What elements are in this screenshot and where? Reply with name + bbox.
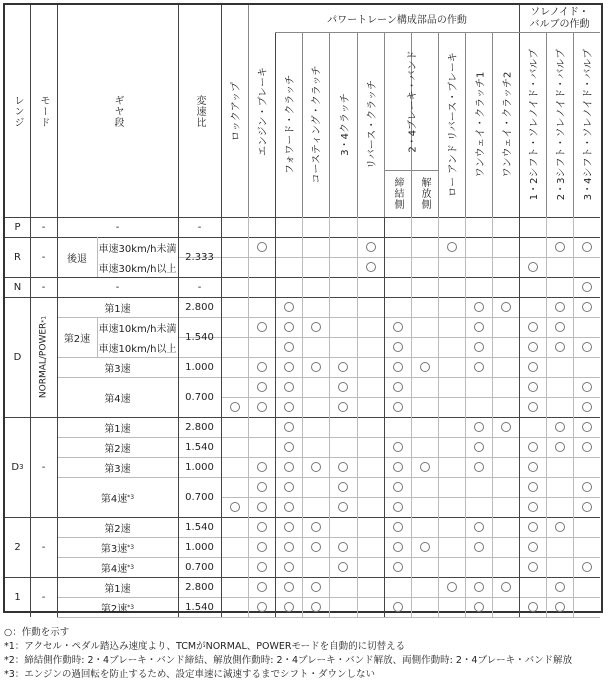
ratio-dd3-text: 1.000 (185, 461, 214, 473)
header-gear (57, 5, 178, 217)
operation-circle-icon (311, 462, 321, 472)
ratio-s3-text: 1.000 (185, 541, 214, 553)
header-col-10-text: ワンウェイ・クラッチ2 (502, 71, 514, 178)
range-label-0 (5, 217, 30, 237)
gear-d2-sub1 (97, 317, 178, 337)
operation-circle-icon (555, 442, 565, 452)
operation-circle-icon (555, 342, 565, 352)
ratio-d4 (178, 377, 221, 417)
range-label-text: 2 (14, 541, 21, 553)
header-col-1-text: エンジン・ブレーキ (258, 66, 270, 156)
footnote-3: *3：エンジンの過回転を防止するため、設定車速に減速するまでシフト・ダウンしない (4, 669, 375, 680)
operation-circle-icon (555, 582, 565, 592)
operation-circle-icon (501, 582, 511, 592)
operation-circle-icon (555, 602, 565, 612)
ratio-dd2 (178, 437, 221, 457)
ratio-dd1-text: 2.800 (185, 421, 214, 433)
operation-circle-icon (284, 322, 294, 332)
gear-sup: *3 (127, 603, 135, 611)
gear-dd2 (57, 437, 178, 457)
ratio-s2-text: 1.540 (185, 521, 214, 533)
gear-n (57, 277, 178, 297)
ratio-p (178, 217, 221, 237)
operation-circle-icon (528, 502, 538, 512)
operation-circle-icon (582, 502, 592, 512)
ratio-d1-text: 2.800 (185, 301, 214, 313)
operation-circle-icon (474, 362, 484, 372)
gear-r-sub1 (97, 237, 178, 257)
operation-circle-icon (474, 322, 484, 332)
operation-circle-icon (284, 482, 294, 492)
operation-circle-icon (474, 302, 484, 312)
gear-s2 (57, 517, 178, 537)
gear-s3 (57, 537, 178, 557)
gear-d3-text: 第3速 (104, 363, 131, 375)
header-col-9 (465, 32, 492, 217)
operation-circle-icon (366, 262, 376, 272)
operation-circle-icon (528, 322, 538, 332)
operation-circle-icon (582, 242, 592, 252)
range-label-5 (5, 517, 30, 577)
ratio-s4-text: 0.700 (185, 561, 214, 573)
header-gear-text: ギヤ段 (112, 94, 123, 128)
operation-circle-icon (284, 602, 294, 612)
operation-circle-icon (393, 322, 403, 332)
operation-circle-icon (338, 542, 348, 552)
gear-d4-text: 第4速 (104, 393, 131, 405)
header-band (384, 32, 438, 170)
header-col-13 (573, 32, 600, 217)
header-band-apply (384, 170, 411, 217)
operation-circle-icon (393, 562, 403, 572)
header-col-2-text: フォワード・クラッチ (285, 74, 296, 175)
operation-circle-icon (393, 442, 403, 452)
operation-circle-icon (474, 542, 484, 552)
ratio-d4-text: 0.700 (185, 391, 214, 403)
operation-circle-icon (230, 502, 240, 512)
gear-s4-text: 第4速 (100, 563, 128, 575)
gear-d4 (57, 377, 178, 417)
operation-circle-icon (284, 302, 294, 312)
mode-label-4 (30, 417, 57, 517)
header-col-2 (275, 32, 302, 217)
gear-o1 (57, 577, 178, 597)
grid-line (248, 217, 249, 617)
header-band-text: 2・4ブレーキ・バンド (407, 49, 419, 153)
ratio-n (178, 277, 221, 297)
header-col-4-text: 3・4クラッチ (339, 93, 351, 156)
header-col-8-text: ロー アンド リバース・ブレーキ (448, 52, 460, 197)
operation-circle-icon (393, 382, 403, 392)
header-range (5, 5, 30, 217)
header-solenoid-text: ソレノイド・ (530, 6, 589, 18)
gear-dd4-text: 第4速 (100, 493, 128, 505)
header-col-0 (221, 5, 248, 217)
operation-circle-icon (555, 422, 565, 432)
operation-circle-icon (582, 402, 592, 412)
gear-d2 (57, 317, 97, 357)
range-label-text: D (13, 351, 22, 363)
header-ratio (178, 5, 221, 217)
grid-line (546, 217, 547, 617)
operation-circle-icon (366, 242, 376, 252)
operation-circle-icon (528, 542, 538, 552)
operation-circle-icon (257, 242, 267, 252)
range-label-text: D (11, 461, 20, 473)
gear-r (57, 237, 97, 277)
mode-label-6 (30, 577, 57, 617)
operation-circle-icon (528, 562, 538, 572)
operation-circle-icon (393, 402, 403, 412)
ratio-o2-text: 1.540 (185, 601, 214, 613)
operation-circle-icon (555, 522, 565, 532)
gear-dd3 (57, 457, 178, 477)
operation-circle-icon (338, 562, 348, 572)
operation-circle-icon (528, 402, 538, 412)
header-col-8 (438, 32, 465, 217)
gear-r-sub2 (97, 257, 178, 277)
range-label-text: N (13, 281, 22, 293)
mode-text: - (41, 591, 46, 603)
operation-circle-icon (528, 382, 538, 392)
ratio-s4 (178, 557, 221, 577)
operation-circle-icon (284, 422, 294, 432)
operation-circle-icon (257, 402, 267, 412)
operation-circle-icon (257, 322, 267, 332)
operation-circle-icon (284, 462, 294, 472)
operation-circle-icon (420, 542, 430, 552)
operation-circle-icon (338, 462, 348, 472)
gear-d1 (57, 297, 178, 317)
operation-circle-icon (501, 422, 511, 432)
operation-circle-icon (528, 522, 538, 532)
header-col-5-text: リバース・クラッチ (367, 80, 378, 169)
mode-text: - (41, 541, 46, 553)
range-label-2 (5, 277, 30, 297)
operation-circle-icon (393, 502, 403, 512)
shift-operation-table (3, 3, 603, 613)
grid-line (438, 217, 439, 617)
ratio-d1 (178, 297, 221, 317)
gear-sup: *3 (127, 543, 135, 551)
operation-circle-icon (284, 562, 294, 572)
operation-circle-icon (257, 502, 267, 512)
operation-circle-icon (474, 602, 484, 612)
operation-circle-icon (257, 522, 267, 532)
header-col-10 (492, 32, 519, 217)
range-label-text: 1 (14, 591, 21, 603)
grid-line (329, 217, 330, 617)
operation-circle-icon (257, 542, 267, 552)
gear-d1-text: 第1速 (104, 303, 131, 315)
mode-text: - (41, 251, 46, 263)
grid-line (275, 217, 276, 617)
operation-circle-icon (284, 362, 294, 372)
operation-circle-icon (474, 342, 484, 352)
grid-line (302, 217, 303, 617)
header-col-3 (302, 32, 329, 217)
operation-circle-icon (528, 262, 538, 272)
grid-line (519, 217, 520, 617)
ratio-d3 (178, 357, 221, 377)
operation-circle-icon (555, 322, 565, 332)
header-mode-text: モード (38, 94, 49, 128)
mode-label-5 (30, 517, 57, 577)
operation-circle-icon (311, 582, 321, 592)
ratio-r (178, 237, 221, 277)
footnote-legend: ○：作動を示す (4, 627, 70, 638)
header-col-4 (329, 32, 357, 217)
mode-text: - (41, 461, 46, 473)
operation-circle-icon (555, 242, 565, 252)
gear-d2-sub2-text: 車速10km/h以上 (98, 343, 177, 355)
ratio-dd3 (178, 457, 221, 477)
header-col-5 (357, 32, 384, 217)
gear-s3-text: 第3速 (100, 543, 128, 555)
operation-circle-icon (230, 402, 240, 412)
operation-circle-icon (311, 522, 321, 532)
header-col-13-text: 3・4シフト・ソレノイド・バルブ (583, 48, 594, 201)
header-band-apply-text: 締結側 (392, 177, 403, 210)
header-col-11-text: 1・2シフト・ソレノイド・バルブ (529, 48, 540, 201)
operation-circle-icon (284, 402, 294, 412)
mode-label-0 (30, 217, 57, 237)
header-solenoid-text: バルブの作動 (529, 18, 590, 30)
footnotes (4, 626, 572, 682)
grid-line (465, 217, 466, 617)
operation-circle-icon (257, 582, 267, 592)
operation-circle-icon (311, 362, 321, 372)
grid-line (178, 337, 600, 338)
mode-label-2 (30, 277, 57, 297)
operation-circle-icon (284, 382, 294, 392)
header-ratio-text: 変速比 (194, 94, 205, 128)
operation-circle-icon (582, 482, 592, 492)
operation-circle-icon (393, 542, 403, 552)
operation-circle-icon (474, 522, 484, 532)
operation-circle-icon (393, 362, 403, 372)
ratio-o1-text: 2.800 (185, 581, 214, 593)
header-col-12-text: 2・3シフト・ソレノイド・バルブ (556, 48, 567, 201)
operation-circle-icon (528, 602, 538, 612)
header-powertrain (275, 5, 519, 32)
gear-o2-text: 第2速 (100, 603, 128, 615)
grid-line (357, 217, 358, 617)
operation-circle-icon (474, 462, 484, 472)
operation-circle-icon (257, 462, 267, 472)
header-band-release (411, 170, 438, 217)
footnote-1: *1：アクセル・ペダル踏込み速度より、TCMがNORMAL、POWERモードを自動的に切替える (4, 641, 406, 652)
operation-circle-icon (447, 582, 457, 592)
header-col-1 (248, 5, 275, 217)
operation-circle-icon (257, 602, 267, 612)
operation-circle-icon (393, 462, 403, 472)
operation-circle-icon (393, 482, 403, 492)
gear-s2-text: 第2速 (104, 523, 131, 535)
header-col-9-text: ワンウェイ・クラッチ1 (475, 71, 487, 178)
operation-circle-icon (474, 422, 484, 432)
operation-circle-icon (582, 382, 592, 392)
ratio-d2 (178, 317, 221, 357)
range-label-text: R (14, 251, 21, 263)
operation-circle-icon (393, 602, 403, 612)
header-mode (30, 5, 57, 217)
operation-circle-icon (582, 282, 592, 292)
range-label-1 (5, 237, 30, 277)
gear-r-sub2-text: 車速30km/h以上 (98, 263, 177, 275)
mode-label-1 (30, 237, 57, 277)
operation-circle-icon (582, 442, 592, 452)
operation-circle-icon (284, 582, 294, 592)
operation-circle-icon (311, 542, 321, 552)
header-powertrain-text: パワートレーン構成部品の作動 (327, 15, 467, 26)
range-subscript: 3 (19, 463, 24, 471)
ratio-s3 (178, 537, 221, 557)
operation-circle-icon (284, 502, 294, 512)
operation-circle-icon (528, 342, 538, 352)
gear-p (57, 217, 178, 237)
operation-circle-icon (311, 322, 321, 332)
gear-o1-text: 第1速 (104, 583, 131, 595)
ratio-dd4 (178, 477, 221, 517)
grid-line (384, 217, 385, 617)
header-col-11 (519, 32, 546, 217)
range-label-6 (5, 577, 30, 617)
mode-text: - (41, 221, 46, 233)
operation-circle-icon (393, 342, 403, 352)
grid-line (221, 217, 222, 617)
ratio-dd2-text: 1.540 (185, 441, 214, 453)
header-solenoid (519, 5, 600, 32)
grid-line (57, 617, 600, 618)
operation-circle-icon (528, 462, 538, 472)
grid-line (573, 217, 574, 617)
operation-circle-icon (338, 362, 348, 372)
ratio-dd1 (178, 417, 221, 437)
gear-dd2-text: 第2速 (104, 443, 131, 455)
gear-p-text: - (115, 221, 120, 233)
mode-text: - (41, 281, 46, 293)
header-col-12 (546, 32, 573, 217)
ratio-p-text: - (197, 221, 202, 233)
gear-dd1 (57, 417, 178, 437)
ratio-o1 (178, 577, 221, 597)
ratio-d3-text: 1.000 (185, 361, 214, 373)
header-range-text: レンジ (12, 94, 23, 128)
operation-circle-icon (257, 562, 267, 572)
operation-circle-icon (528, 442, 538, 452)
operation-circle-icon (257, 362, 267, 372)
gear-o2 (57, 597, 178, 617)
operation-circle-icon (582, 302, 592, 312)
operation-circle-icon (420, 462, 430, 472)
operation-circle-icon (528, 482, 538, 492)
operation-circle-icon (582, 342, 592, 352)
gear-d3 (57, 357, 178, 377)
ratio-r-text: 2.333 (185, 251, 214, 263)
grid-line (492, 217, 493, 617)
gear-d2-sub1-text: 車速10km/h未満 (98, 323, 177, 335)
header-col-3-text: コースティング・クラッチ (312, 65, 324, 184)
operation-circle-icon (447, 242, 457, 252)
ratio-n-text: - (197, 281, 202, 293)
operation-circle-icon (338, 502, 348, 512)
gear-dd4 (57, 477, 178, 517)
operation-circle-icon (338, 402, 348, 412)
operation-circle-icon (284, 542, 294, 552)
operation-circle-icon (528, 362, 538, 372)
operation-circle-icon (338, 482, 348, 492)
operation-circle-icon (582, 422, 592, 432)
operation-circle-icon (257, 382, 267, 392)
ratio-s2 (178, 517, 221, 537)
mode-sup: *1 (40, 315, 47, 323)
gear-sup: *3 (127, 493, 135, 501)
operation-circle-icon (284, 522, 294, 532)
operation-circle-icon (501, 302, 511, 312)
gear-d2-text: 第2速 (63, 333, 91, 345)
grid-line (411, 217, 412, 617)
gear-s4 (57, 557, 178, 577)
operation-circle-icon (474, 582, 484, 592)
operation-circle-icon (582, 562, 592, 572)
header-band-release-text: 解放側 (419, 177, 430, 210)
mode-text: NORMAL/POWER (38, 322, 49, 399)
operation-circle-icon (257, 482, 267, 492)
footnote-2: *2：締結側作動時: 2・4ブレーキ・バンド締結、解放側作動時: 2・4ブレーキ・バンド解放、両側作動時: 2・4ブレーキ・バンド解放 (4, 655, 573, 666)
operation-circle-icon (555, 302, 565, 312)
operation-circle-icon (474, 442, 484, 452)
operation-circle-icon (338, 382, 348, 392)
ratio-dd4-text: 0.700 (185, 491, 214, 503)
header-col-0-text: ロックアップ (231, 81, 243, 141)
operation-circle-icon (420, 362, 430, 372)
operation-circle-icon (311, 602, 321, 612)
operation-circle-icon (393, 522, 403, 532)
range-label-4 (5, 417, 30, 517)
range-label-text: P (14, 221, 21, 233)
gear-r-sub1-text: 車速30km/h未満 (98, 243, 177, 255)
gear-n-text: - (115, 281, 120, 293)
gear-dd3-text: 第3速 (104, 463, 131, 475)
operation-circle-icon (284, 442, 294, 452)
gear-dd1-text: 第1速 (104, 423, 131, 435)
gear-r-text: 後退 (67, 253, 87, 265)
ratio-o2 (178, 597, 221, 617)
gear-d2-sub2 (97, 337, 178, 357)
ratio-d2-text: 1.540 (185, 331, 214, 343)
gear-sup: *3 (127, 563, 135, 571)
operation-circle-icon (284, 342, 294, 352)
grid-line (178, 257, 600, 258)
